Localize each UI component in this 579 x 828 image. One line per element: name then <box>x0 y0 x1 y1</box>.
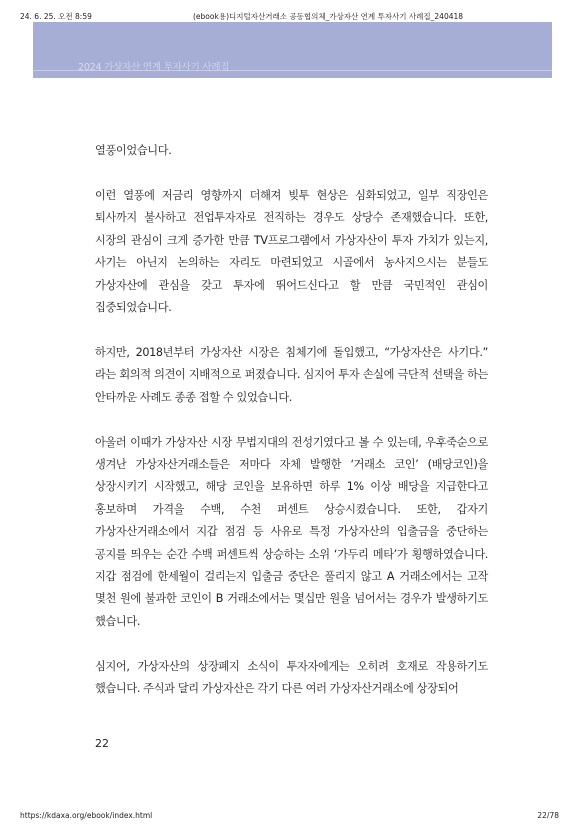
print-header <box>0 9 579 23</box>
paragraph: 아울러 이때가 가상자산 시장 무법지대의 전성기였다고 볼 수 있는데, 우후죽순으로 생겨난 가상자산거래소들은 저마다 자체 발행한 ‘거래소 코인’ (배당코인)을 상장시키기 시작했고, 해당 코인을 보유하면 하루 1% 이상 배당을 지급한다고 홍보하며 가격을 수백, 수천 퍼센트 상승시켰습니다. 또한, 갑자기 가상자산거래소에서 지갑 점검 등 사유로 특정 가상자산의 입출금을 중단하는 공지를 띄우는 순간 수백 퍼센트씩 상승하는 소위 ‘가두리 메타’가 횡행하였습니다. 지갑 점검에 한세월이 걸리는지 입출금 중단은 풀리지 않고 A 거래소에서는 고작 몇천 원에 불과한 코인이 B 거래소에서는 몇십만 원을 넘어서는 경우가 발생하기도 했습니다. <box>95 435 488 628</box>
paragraph: 이런 열풍에 저금리 영향까지 더해져 빚투 현상은 심화되었고, 일부 직장인은 퇴사까지 불사하고 전업투자자로 전직하는 경우도 상당수 존재했습니다. 또한, 시장의 관심이 크게 증가한 만큼 TV프로그램에서 가상자산이 투자 가치가 있는지, 사기는 아닌지 논의하는 자리도 마련되었고 시골에서 농사지으시는 분들도 가상자산에 관심을 갖고 투자에 뛰어드신다고 할 만큼 국민적인 관심이 집중되었습니다. <box>95 188 488 314</box>
paragraph: 하지만, 2018년부터 가상자산 시장은 침체기에 돌입했고, “가상자산은 사기다.” 라는 회의적 의견이 지배적으로 퍼졌습니다. 심지어 투자 손실에 극단적 선택을 하는 안타까운 사례도 종종 접할 수 있었습니다. <box>95 345 488 404</box>
print-footer <box>0 811 579 823</box>
header-banner <box>33 22 552 78</box>
print-doc-title: (ebook용)디지털자산거래소 공동협의체_가상자산 연계 투자사기 사례집_240418 <box>193 12 464 21</box>
print-url[interactable]: https://kdaxa.org/ebook/index.html <box>20 811 153 820</box>
paragraph: 열풍이었습니다. <box>95 144 172 157</box>
page-number: 22 <box>95 737 109 750</box>
page-body <box>95 140 488 701</box>
print-datetime: 24. 6. 25. 오전 8:59 <box>20 12 92 21</box>
banner-title: 2024 가상자산 연계 투자사기 사례집 <box>78 62 230 73</box>
paragraph: 심지어, 가상자산의 상장폐지 소식이 투자자에게는 오히려 호재로 작용하기도 했습니다. 주식과 달리 가상자산은 각기 다른 여러 가상자산거래소에 상장되어 <box>95 659 488 696</box>
print-page-indicator: 22/78 <box>537 811 559 820</box>
